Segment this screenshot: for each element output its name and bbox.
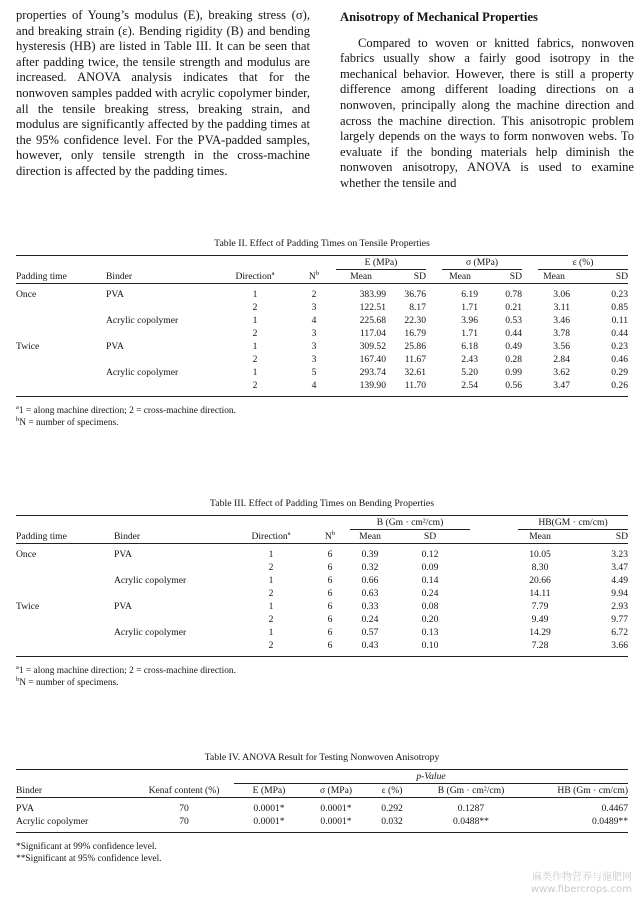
table-row — [16, 574, 628, 587]
table-3-header-padding: Padding time — [16, 530, 114, 544]
cell-padding — [16, 379, 106, 392]
cell-e_mean: 139.90 — [359, 380, 386, 391]
table-3-group-HB: HB(GM · cm/cm) — [518, 516, 628, 530]
cell-hb_mean: 7.79 — [531, 601, 549, 612]
table-row — [16, 327, 628, 340]
cell-gap — [426, 327, 442, 340]
cell-E: 0.0001* — [253, 803, 285, 814]
cell-binder: Acrylic copolymer — [106, 367, 179, 378]
cell-sigma: 0.0001* — [320, 816, 352, 827]
left-column — [16, 8, 310, 180]
cell-gap — [470, 639, 518, 652]
table-row — [16, 587, 628, 600]
table-4 — [16, 752, 628, 865]
cell-direction: 2 — [252, 354, 258, 365]
cell-b_sd: 0.12 — [421, 549, 439, 560]
cell-gap — [426, 314, 442, 327]
cell-s_mean: 3.96 — [461, 315, 478, 326]
cell-e_sd: 11.70 — [404, 380, 426, 391]
table-4-header-sigma: σ (MPa) — [304, 784, 368, 798]
cell-binder: PVA — [106, 289, 124, 300]
cell-eps_sd: 0.85 — [611, 302, 628, 313]
cell-e_sd: 8.17 — [409, 302, 426, 313]
cell-eps_mean: 3.06 — [553, 289, 570, 300]
table-4-group-header-row — [16, 770, 628, 784]
cell-direction: 1 — [252, 315, 258, 326]
table-4-header-epsilon: ε (%) — [368, 784, 416, 798]
table-3-column-header-row — [16, 530, 628, 544]
cell-gap — [426, 340, 442, 353]
table-3-grid — [16, 515, 628, 657]
cell-gap — [470, 626, 518, 639]
table-3-header-n: $N^b$ — [310, 530, 350, 544]
cell-gap — [522, 353, 538, 366]
cell-direction: 1 — [268, 627, 274, 638]
right-column — [340, 8, 634, 192]
cell-B: 0.1287 — [457, 803, 485, 814]
cell-e_mean: 225.68 — [359, 315, 386, 326]
table-4-header-HB: HB (Gm · cm/cm) — [526, 784, 628, 798]
cell-padding — [16, 626, 114, 639]
table-3-note-a: $^a$1 = along machine direction; 2 = cross-machine direction. — [16, 663, 236, 676]
cell-kenaf: 70 — [179, 816, 189, 827]
table-2-group-sigma: σ (MPa) — [442, 256, 522, 270]
table-2-note-a: $^a$1 = along machine direction; 2 = cross-machine direction. — [16, 403, 236, 416]
table-3 — [16, 498, 628, 689]
cell-s_sd: 0.44 — [505, 328, 522, 339]
section-heading: Anisotropy of Mechanical Properties — [340, 10, 538, 24]
cell-padding — [16, 353, 106, 366]
cell-gap — [426, 353, 442, 366]
cell-n: 5 — [311, 367, 317, 378]
cell-binder — [106, 301, 218, 314]
cell-s_mean: 2.54 — [461, 380, 478, 391]
table-2-header-direction: Direction$^a$ — [218, 270, 292, 284]
cell-gap — [426, 366, 442, 379]
cell-e_mean: 122.51 — [359, 302, 386, 313]
cell-s_mean: 2.43 — [461, 354, 478, 365]
cell-gap — [522, 288, 538, 301]
cell-b_sd: 0.10 — [421, 640, 439, 651]
table-4-header-kenaf: Kenaf content (%) — [134, 784, 234, 798]
cell-direction: 1 — [252, 367, 258, 378]
cell-binder — [114, 587, 232, 600]
table-2-note-b: $^b$N = number of specimens. — [16, 415, 119, 428]
table-4-grid — [16, 769, 628, 833]
table-row — [16, 639, 628, 652]
cell-s_sd: 0.56 — [505, 380, 522, 391]
table-4-note-95: **Significant at 95% confidence level. — [16, 854, 162, 864]
cell-gap — [470, 574, 518, 587]
cell-eps_sd: 0.23 — [611, 289, 628, 300]
table-row — [16, 613, 628, 626]
cell-gap — [522, 314, 538, 327]
cell-s_sd: 0.53 — [505, 315, 522, 326]
cell-n: 3 — [311, 328, 317, 339]
cell-binder: PVA — [114, 601, 132, 612]
cell-direction: 1 — [252, 289, 258, 300]
cell-eps_sd: 0.44 — [611, 328, 628, 339]
cell-b_mean: 0.24 — [361, 614, 379, 625]
table-3-notes — [16, 665, 628, 689]
table-row — [16, 288, 628, 301]
cell-e_mean: 383.99 — [359, 289, 386, 300]
cell-b_mean: 0.66 — [361, 575, 379, 586]
table-row — [16, 379, 628, 392]
table-3-note-b: $^b$N = number of specimens. — [16, 675, 119, 688]
table-3-group-header-row — [16, 516, 628, 530]
cell-hb_sd: 2.93 — [611, 601, 628, 612]
table-2-header-e-sd: SD — [386, 270, 426, 284]
cell-b_mean: 0.43 — [361, 640, 379, 651]
cell-direction: 2 — [268, 640, 274, 651]
cell-binder — [114, 639, 232, 652]
table-4-note-99: *Significant at 99% confidence level. — [16, 842, 157, 852]
table-row — [16, 314, 628, 327]
table-2-header-binder: Binder — [106, 270, 218, 284]
cell-eps_mean: 3.62 — [553, 367, 570, 378]
cell-gap — [470, 613, 518, 626]
cell-b_sd: 0.24 — [421, 588, 439, 599]
cell-n: 2 — [311, 289, 317, 300]
cell-epsilon: 0.032 — [381, 816, 403, 827]
table-row — [16, 815, 628, 828]
cell-padding — [16, 301, 106, 314]
table-2-header-s-mean: Mean — [442, 270, 478, 284]
cell-direction: 2 — [268, 614, 274, 625]
table-2-group-E: E (MPa) — [336, 256, 426, 270]
cell-b_sd: 0.20 — [421, 614, 439, 625]
table-3-header-b-sd: SD — [390, 530, 470, 544]
table-3-header-b-mean: Mean — [350, 530, 390, 544]
cell-s_sd: 0.78 — [505, 289, 522, 300]
cell-binder: Acrylic copolymer — [114, 575, 187, 586]
watermark — [531, 872, 632, 896]
cell-e_mean: 167.40 — [359, 354, 386, 365]
cell-HB: 0.4467 — [601, 803, 629, 814]
right-column-paragraph: Compared to woven or knitted fabrics, nonwoven fabrics usually show a fairly good isotropy in the mechanical behavior. However, there is still a property difference among different loading directions on a nonwoven, principally along the machine direction and across the machine direction. This anisotropic problem largely depends on the ways to form nonwoven webs. To evaluate if the bonding materials help diminish the nonwoven anisotropy, ANOVA is used to examine whether the tensile and — [340, 35, 634, 190]
cell-n: 4 — [311, 380, 317, 391]
cell-gap — [470, 548, 518, 561]
cell-b_sd: 0.09 — [421, 562, 439, 573]
cell-hb_sd: 9.77 — [611, 614, 628, 625]
cell-eps_sd: 0.29 — [611, 367, 628, 378]
cell-e_sd: 25.86 — [404, 341, 426, 352]
cell-padding — [16, 587, 114, 600]
table-3-header-hb-mean: Mean — [518, 530, 562, 544]
cell-e_sd: 11.67 — [404, 354, 426, 365]
cell-eps_sd: 0.23 — [611, 341, 628, 352]
cell-padding — [16, 366, 106, 379]
cell-eps_mean: 3.78 — [553, 328, 570, 339]
cell-hb_sd: 3.47 — [611, 562, 628, 573]
cell-hb_mean: 20.66 — [529, 575, 551, 586]
table-3-caption: Table III. Effect of Padding Times on Bending Properties — [209, 498, 435, 509]
cell-n: 6 — [327, 640, 333, 651]
cell-binder — [114, 613, 232, 626]
cell-eps_sd: 0.11 — [611, 315, 628, 326]
cell-gap — [522, 366, 538, 379]
body-text-columns — [16, 8, 634, 218]
cell-gap — [522, 327, 538, 340]
cell-direction: 2 — [268, 562, 274, 573]
table-2-grid — [16, 255, 628, 397]
cell-direction: 2 — [252, 328, 258, 339]
cell-binder: PVA — [16, 803, 34, 814]
cell-direction: 1 — [268, 549, 274, 560]
cell-b_sd: 0.14 — [421, 575, 439, 586]
table-2-header-eps-sd: SD — [570, 270, 628, 284]
cell-direction: 1 — [268, 575, 274, 586]
cell-e_sd: 22.30 — [404, 315, 426, 326]
watermark-line-1: 麻类作物营养与施肥网 — [532, 872, 632, 883]
table-row — [16, 626, 628, 639]
cell-s_mean: 1.71 — [461, 302, 478, 313]
cell-binder: PVA — [106, 341, 124, 352]
table-4-caption: Table IV. ANOVA Result for Testing Nonwoven Anisotropy — [204, 752, 440, 763]
cell-binder: PVA — [114, 549, 132, 560]
cell-padding: Once — [16, 289, 37, 300]
cell-eps_sd: 0.46 — [611, 354, 628, 365]
cell-e_sd: 32.61 — [404, 367, 426, 378]
cell-e_mean: 117.04 — [359, 328, 386, 339]
left-column-paragraph: properties of Young’s modulus (E), breaking stress (σ), and breaking strain (ε). Bending rigidity (B) and bending hysteresis (HB) are listed in Table III. It can be seen that after padding twice, the tensile strength and modulus are increased. ANOVA analysis indicates that for the nonwoven samples padded with acrylic copolymer binder, all the tensile breaking stress, breaking strain, and modulus are significantly affected by the padding times at the 95% confidence level. For the PVA-padded samples, however, only tensile strength in the cross-machine direction is affected by the padding times. — [16, 8, 310, 178]
cell-b_mean: 0.63 — [361, 588, 379, 599]
table-2-header-n: $N^b$ — [292, 270, 336, 284]
cell-n: 3 — [311, 341, 317, 352]
cell-hb_sd: 4.49 — [611, 575, 628, 586]
cell-n: 6 — [327, 601, 333, 612]
cell-hb_mean: 14.11 — [529, 588, 551, 599]
table-row — [16, 340, 628, 353]
cell-eps_mean: 3.11 — [553, 302, 570, 313]
cell-hb_sd: 6.72 — [611, 627, 628, 638]
cell-direction: 2 — [252, 302, 258, 313]
cell-b_mean: 0.32 — [361, 562, 379, 573]
cell-direction: 1 — [268, 601, 274, 612]
cell-gap — [522, 379, 538, 392]
cell-hb_mean: 14.29 — [529, 627, 551, 638]
cell-gap — [522, 340, 538, 353]
table-2-column-header-row — [16, 270, 628, 284]
cell-padding — [16, 613, 114, 626]
cell-padding — [16, 327, 106, 340]
cell-n: 6 — [327, 627, 333, 638]
table-row — [16, 548, 628, 561]
table-2-caption: Table II. Effect of Padding Times on Tensile Properties — [214, 238, 430, 249]
cell-gap — [426, 301, 442, 314]
cell-binder: Acrylic copolymer — [16, 816, 89, 827]
cell-gap — [426, 379, 442, 392]
cell-gap — [470, 587, 518, 600]
cell-eps_mean: 3.56 — [553, 341, 570, 352]
cell-padding — [16, 561, 114, 574]
table-2-header-e-mean: Mean — [336, 270, 386, 284]
watermark-line-2: www.fibercrops.com — [530, 884, 632, 895]
cell-padding — [16, 574, 114, 587]
cell-hb_sd: 3.66 — [611, 640, 628, 651]
cell-e_sd: 36.76 — [404, 289, 426, 300]
cell-padding: Twice — [16, 601, 40, 612]
cell-binder — [106, 327, 218, 340]
cell-s_sd: 0.21 — [505, 302, 522, 313]
table-row — [16, 802, 628, 815]
cell-direction: 2 — [252, 380, 258, 391]
table-2 — [16, 238, 628, 429]
cell-E: 0.0001* — [253, 816, 285, 827]
table-4-group-pvalue: p-Value — [234, 770, 628, 784]
cell-B: 0.0488** — [453, 816, 489, 827]
cell-direction: 1 — [252, 341, 258, 352]
table-3-header-hb-sd: SD — [562, 530, 628, 544]
cell-b_mean: 0.57 — [361, 627, 379, 638]
table-2-header-padding: Padding time — [16, 270, 106, 284]
cell-binder: Acrylic copolymer — [106, 315, 179, 326]
cell-hb_mean: 7.28 — [531, 640, 549, 651]
cell-n: 4 — [311, 315, 317, 326]
table-4-notes — [16, 841, 628, 865]
cell-gap — [470, 561, 518, 574]
table-4-column-header-row — [16, 784, 628, 798]
cell-padding: Once — [16, 549, 37, 560]
cell-kenaf: 70 — [179, 803, 189, 814]
cell-s_mean: 1.71 — [461, 328, 478, 339]
cell-n: 6 — [327, 575, 333, 586]
table-3-group-B: B (Gm · cm²/cm) — [350, 516, 470, 530]
table-2-header-s-sd: SD — [478, 270, 522, 284]
table-row — [16, 561, 628, 574]
cell-gap — [426, 288, 442, 301]
table-row — [16, 366, 628, 379]
cell-b_mean: 0.39 — [361, 549, 379, 560]
cell-direction: 2 — [268, 588, 274, 599]
table-2-notes — [16, 405, 628, 429]
cell-eps_mean: 2.84 — [553, 354, 570, 365]
cell-padding: Twice — [16, 341, 40, 352]
table-3-header-direction: Direction$^a$ — [232, 530, 310, 544]
cell-gap — [522, 301, 538, 314]
cell-s_sd: 0.28 — [505, 354, 522, 365]
cell-hb_mean: 10.05 — [529, 549, 551, 560]
cell-s_mean: 6.18 — [461, 341, 478, 352]
cell-binder: Acrylic copolymer — [114, 627, 187, 638]
cell-n: 3 — [311, 354, 317, 365]
cell-e_mean: 293.74 — [359, 367, 386, 378]
table-4-header-E: E (MPa) — [234, 784, 304, 798]
cell-eps_sd: 0.26 — [611, 380, 628, 391]
cell-n: 6 — [327, 549, 333, 560]
table-2-group-header-row — [16, 256, 628, 270]
cell-sigma: 0.0001* — [320, 803, 352, 814]
table-3-header-binder: Binder — [114, 530, 232, 544]
cell-binder — [114, 561, 232, 574]
cell-HB: 0.0489** — [592, 816, 629, 827]
cell-b_sd: 0.08 — [421, 601, 439, 612]
cell-epsilon: 0.292 — [381, 803, 403, 814]
cell-binder — [106, 353, 218, 366]
cell-eps_mean: 3.46 — [553, 315, 570, 326]
cell-s_mean: 6.19 — [461, 289, 478, 300]
cell-eps_mean: 3.47 — [553, 380, 570, 391]
cell-b_sd: 0.13 — [421, 627, 439, 638]
cell-padding — [16, 314, 106, 327]
cell-hb_sd: 9.94 — [611, 588, 628, 599]
cell-b_mean: 0.33 — [361, 601, 379, 612]
cell-n: 6 — [327, 588, 333, 599]
cell-e_sd: 16.79 — [404, 328, 426, 339]
cell-hb_mean: 9.49 — [531, 614, 549, 625]
cell-s_sd: 0.49 — [505, 341, 522, 352]
cell-hb_sd: 3.23 — [611, 549, 628, 560]
table-row — [16, 600, 628, 613]
cell-s_sd: 0.99 — [505, 367, 522, 378]
cell-padding — [16, 639, 114, 652]
table-4-header-binder: Binder — [16, 784, 134, 798]
table-row — [16, 301, 628, 314]
table-4-header-B: B (Gm · cm²/cm) — [416, 784, 526, 798]
cell-n: 3 — [311, 302, 317, 313]
cell-hb_mean: 8.30 — [531, 562, 549, 573]
table-row — [16, 353, 628, 366]
table-2-group-epsilon: ε (%) — [538, 256, 628, 270]
cell-s_mean: 5.20 — [461, 367, 478, 378]
cell-n: 6 — [327, 562, 333, 573]
cell-gap — [470, 600, 518, 613]
cell-e_mean: 309.52 — [359, 341, 386, 352]
table-2-header-eps-mean: Mean — [538, 270, 570, 284]
cell-n: 6 — [327, 614, 333, 625]
cell-binder — [106, 379, 218, 392]
